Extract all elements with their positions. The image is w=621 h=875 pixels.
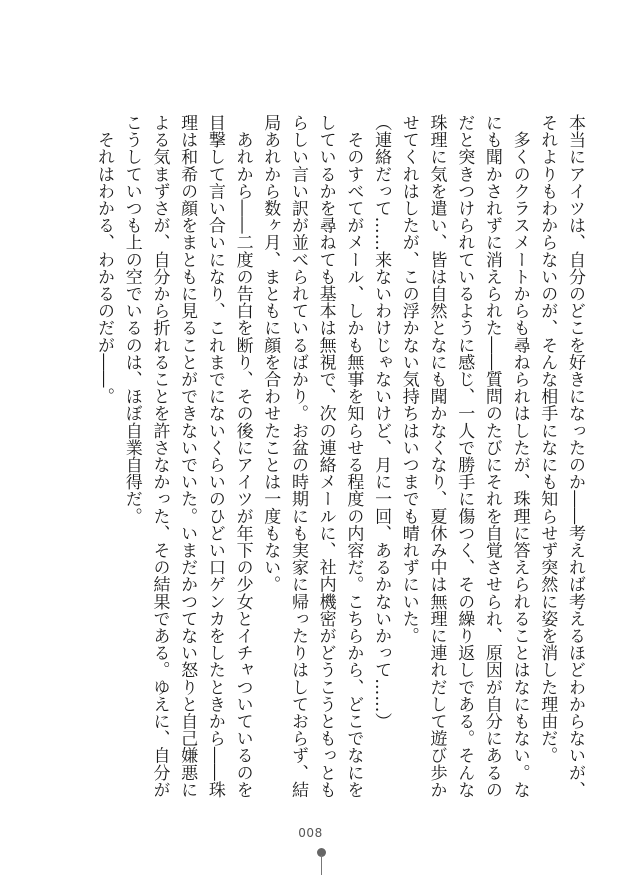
- text-line: 目撃して言い合いになり、これまでにないくらいのひどい口ゲンカをしたときから――珠: [204, 114, 225, 798]
- text-line: （連絡だって……来ないわけじゃないけど、月に一回、あるかないかって……）: [371, 114, 392, 730]
- text-line: 珠理に気を遣い、皆は自然となにも聞かなくなり、夏休み中は無理に連れだして遊び歩か: [426, 114, 447, 798]
- page-marker-line: [321, 855, 322, 875]
- text-line: 理は和希の顔をまともに見ることができないでいた。いまだかつてない怒りと自己嫌悪に: [177, 114, 198, 798]
- text-line: そのすべてがメール、しかも無事を知らせる程度の内容だ。こちらから、どこでなにを: [343, 114, 364, 798]
- text-line: だと突きつけられているように感じ、一人で勝手に傷つく、その繰り返しである。そんな: [454, 114, 475, 798]
- text-line: よる気まずさが、自分から折れることを許さなかった、その結果である。ゆえに、自分が: [149, 114, 170, 798]
- text-line: らしい言い訳が並べられているばかり。お盆の時期にも実家に帰ったりはしておらず、結: [287, 114, 308, 798]
- text-line: にも聞かされずに消えられた――質問のたびにそれを自覚させられ、原因が自分にあるの: [481, 114, 502, 798]
- text-line: せてくれはしたが、この浮かない気持ちはいつまでも晴れずにいた。: [398, 114, 419, 645]
- text-line: それはわかる、わかるのだが――。: [94, 114, 115, 405]
- text-line: あれから――二度の告白を断り、その後にアイツが年下の少女とイチャついているのを: [232, 114, 253, 798]
- text-line: 多くのクラスメートからも尋ねられはしたが、珠理に答えられることはなにもない。な: [509, 114, 530, 798]
- text-line: しているかを尋ねても基本は無視で、次の連絡メールに、社内機密がどうこうともっとも: [315, 114, 336, 798]
- text-line: こうしていつも上の空でいるのは、ほぼ自業自得だ。: [121, 114, 142, 525]
- text-line: 局あれから数ヶ月、まともに顔を合わせたことは一度もない。: [260, 114, 281, 593]
- page-number: 008: [298, 826, 323, 840]
- vertical-body-text: [89, 114, 588, 806]
- text-line: 本当にアイツは、自分のどこを好きになったのか――考えれば考えるほどわからないが、: [565, 114, 585, 798]
- text-line: それよりもわからないのが、そんな相手になにも知らせず突然に姿を消した理由だ。: [537, 114, 558, 764]
